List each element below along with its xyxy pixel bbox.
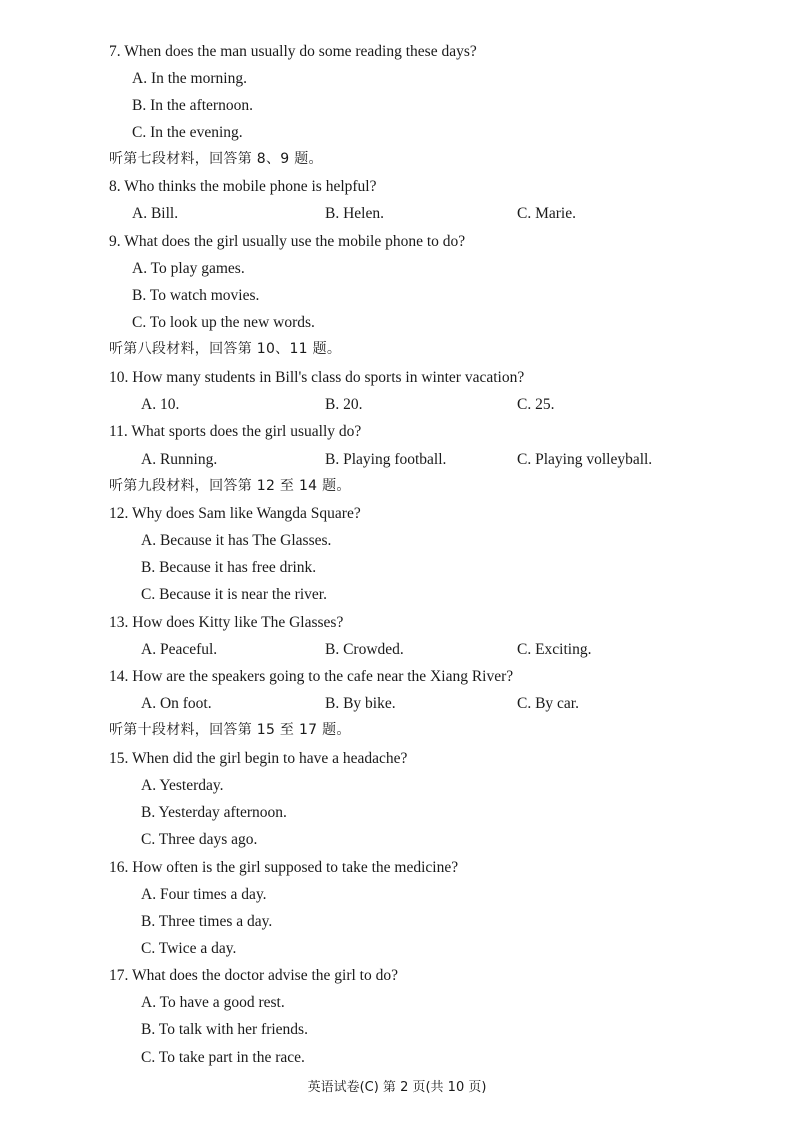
question-17: 17. What does the doctor advise the girl to do? bbox=[109, 967, 398, 984]
q7-option-c: C. In the evening. bbox=[132, 124, 243, 141]
q15-option-c: C. Three days ago. bbox=[141, 831, 258, 848]
question-11: 11. What sports does the girl usually do? bbox=[109, 423, 362, 440]
section-10-instruction: 听第十段材料，回答第 15 至 17 题。 bbox=[109, 722, 351, 738]
q15-option-b: B. Yesterday afternoon. bbox=[141, 804, 287, 821]
q14-option-c: C. By car. bbox=[517, 695, 579, 712]
q7-option-b: B. In the afternoon. bbox=[132, 97, 253, 114]
q13-option-a: A. Peaceful. bbox=[141, 641, 218, 658]
question-16: 16. How often is the girl supposed to take the medicine? bbox=[109, 859, 459, 876]
q16-option-c: C. Twice a day. bbox=[141, 940, 237, 957]
q13-option-c: C. Exciting. bbox=[517, 641, 592, 658]
q10-option-a: A. 10. bbox=[141, 396, 180, 413]
q14-options bbox=[0, 690, 794, 717]
section-9-instruction: 听第九段材料，回答第 12 至 14 题。 bbox=[109, 478, 351, 494]
q10-option-b: B. 20. bbox=[325, 396, 363, 413]
q11-option-a: A. Running. bbox=[141, 451, 218, 468]
q14-option-a: A. On foot. bbox=[141, 695, 212, 712]
q8-option-b: B. Helen. bbox=[325, 205, 384, 222]
q8-option-c: C. Marie. bbox=[517, 205, 576, 222]
q13-option-b: B. Crowded. bbox=[325, 641, 404, 658]
q9-option-b: B. To watch movies. bbox=[132, 287, 260, 304]
page-footer: 英语试卷(C) 第 2 页(共 10 页) bbox=[307, 1080, 487, 1095]
question-10: 10. How many students in Bill's class do sports in winter vacation? bbox=[109, 369, 525, 386]
q9-option-a: A. To play games. bbox=[132, 260, 245, 277]
q14-option-b: B. By bike. bbox=[325, 695, 396, 712]
q13-options bbox=[0, 636, 794, 663]
question-12: 12. Why does Sam like Wangda Square? bbox=[109, 505, 361, 522]
q7-option-a: A. In the morning. bbox=[132, 70, 247, 87]
q17-option-c: C. To take part in the race. bbox=[141, 1049, 305, 1066]
question-13: 13. How does Kitty like The Glasses? bbox=[109, 614, 344, 631]
q11-options bbox=[0, 446, 794, 473]
q16-option-b: B. Three times a day. bbox=[141, 913, 273, 930]
q12-option-a: A. Because it has The Glasses. bbox=[141, 532, 332, 549]
question-7: 7. When does the man usually do some reading these days? bbox=[109, 43, 477, 60]
q12-option-b: B. Because it has free drink. bbox=[141, 559, 317, 576]
q10-options bbox=[0, 391, 794, 418]
q11-option-c: C. Playing volleyball. bbox=[517, 451, 653, 468]
question-15: 15. When did the girl begin to have a headache? bbox=[109, 750, 408, 767]
question-8: 8. Who thinks the mobile phone is helpful? bbox=[109, 178, 377, 195]
q17-option-a: A. To have a good rest. bbox=[141, 994, 285, 1011]
section-8-instruction: 听第八段材料，回答第 10、11 题。 bbox=[109, 341, 342, 357]
question-9: 9. What does the girl usually use the mobile phone to do? bbox=[109, 233, 466, 250]
question-14: 14. How are the speakers going to the cafe near the Xiang River? bbox=[109, 668, 514, 685]
q15-option-a: A. Yesterday. bbox=[141, 777, 224, 794]
q8-option-a: A. Bill. bbox=[132, 205, 179, 222]
q11-option-b: B. Playing football. bbox=[325, 451, 447, 468]
q10-option-c: C. 25. bbox=[517, 396, 555, 413]
q12-option-c: C. Because it is near the river. bbox=[141, 586, 327, 603]
q8-options bbox=[0, 200, 794, 227]
q17-option-b: B. To talk with her friends. bbox=[141, 1021, 308, 1038]
section-7-instruction: 听第七段材料，回答第 8、9 题。 bbox=[109, 151, 323, 167]
q16-option-a: A. Four times a day. bbox=[141, 886, 267, 903]
q9-option-c: C. To look up the new words. bbox=[132, 314, 315, 331]
